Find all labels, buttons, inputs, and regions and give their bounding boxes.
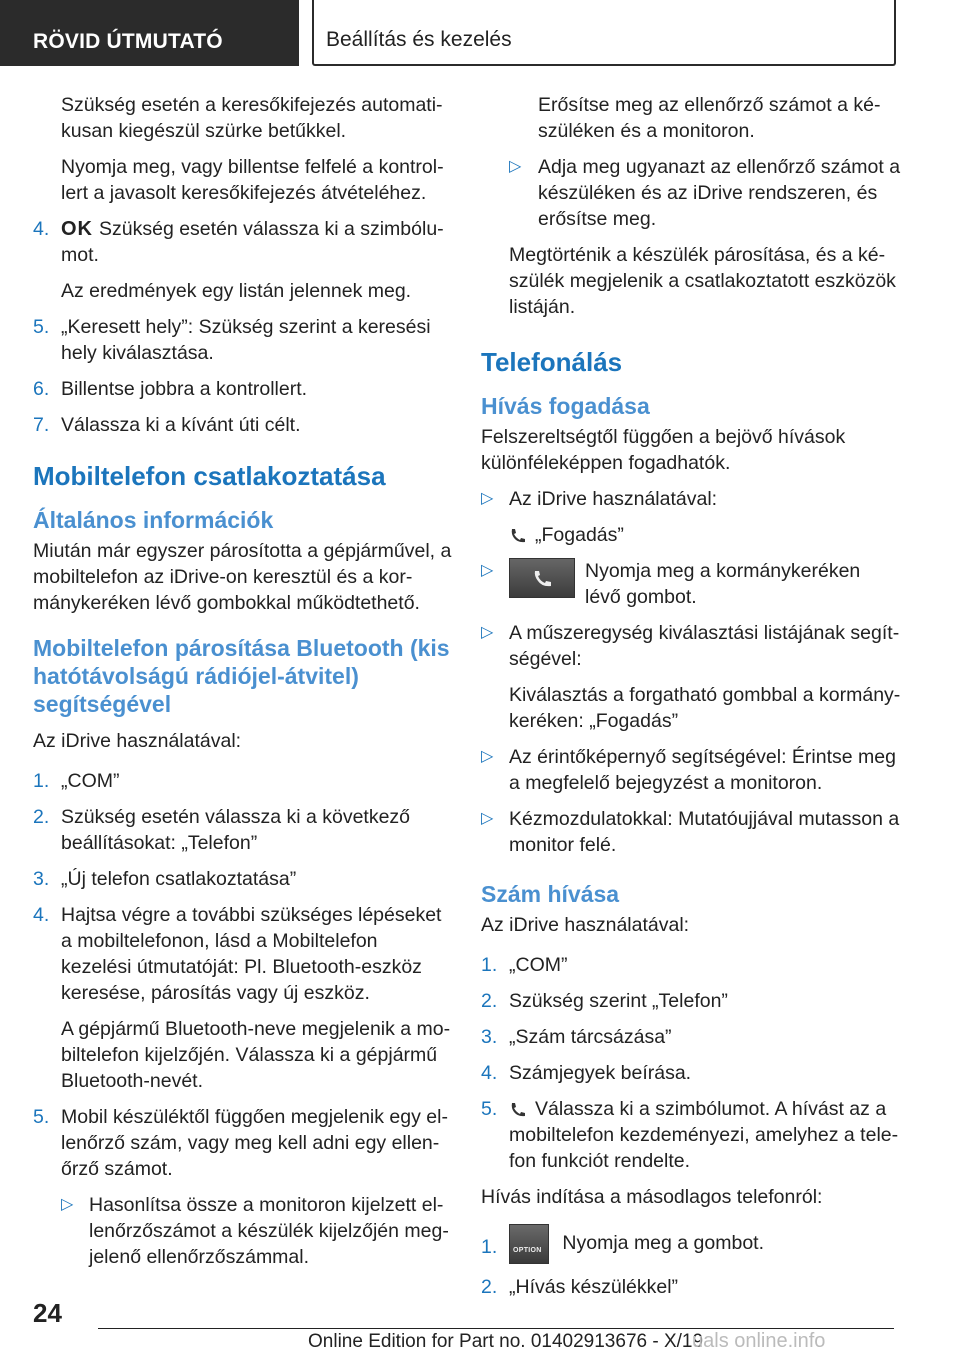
section-tab [0,0,299,66]
step-number: 4. [33,218,50,240]
list-item: 1. OPTION Nyomja meg a gombot. [481,1224,901,1264]
list-item: 2. Szükség esetén válassza ki a következő beállításokat: „Telefon” [33,806,411,854]
page-header [0,0,960,66]
list-item: 6. Billentse jobbra a kontrollert. [33,378,308,400]
list-item: 4. OK Szükség esetén válassza ki a szimbólumot. [33,218,444,266]
list-item: 5. Mobil készüléktől függően megjelenik egy ellenőrző szám, vagy meg kell adni egy ellenőrző számot. [33,1106,448,1180]
bullet-item: ▷ Az érintőképernyő segítségével: Érintse meg a megfelelő bejegyzést a monitoron. [481,746,896,794]
subsection-heading: Hívás fogadása [481,393,650,419]
bullet-item: ▷ A műszeregység kiválasztási listájának segítségével: [481,622,900,670]
page-number: 24 [33,1298,62,1328]
bullet-item: ▷ Kézmozdulatokkal: Mutatóujjával mutasson a monitor felé. [481,808,900,856]
list-item: 4. Hajtsa végre a további szükséges lépéseket a mobiltelefonon, lásd a Mobiltelefon kezelési útmutatóját: Pl. Bluetooth-eszköz keresése, párosítás vagy új eszköz. [33,904,442,1004]
steering-call-button-icon [509,558,575,598]
footer-divider [98,1328,894,1329]
triangle-bullet-icon: ▷ [61,1196,74,1213]
triangle-bullet-icon: ▷ [481,490,494,507]
paragraph: Megtörténik a készülék párosítása, és a készülék megjelenik a csatlakoztatott eszközök listáján. [509,244,896,318]
paragraph: Kiválasztás a forgatható gombbal a kormánykeréken: „Fogadás” [509,684,901,732]
phone-icon [509,527,527,545]
sub-list-item: ▷ Hasonlítsa össze a monitoron kijelzett ellenőrzőszámot a készülék kijelzőjén megjelenő ellenőrzőszámmal. [61,1194,449,1268]
list-item: 3. „Szám tárcsázása” [481,1026,672,1048]
paragraph: Szükség esetén a keresőkifejezés automatikusan kiegészül szürke betűkkel. [61,94,443,142]
section-heading: Mobiltelefon csatlakoztatása [33,461,386,491]
edition-text: Online Edition for Part no. 01402913676 - X/19 [308,1331,704,1352]
list-item: 1. „COM” [481,954,568,976]
paragraph: Hívás indítása a másodlagos telefonról: [481,1186,823,1208]
paragraph: Az iDrive használatával: [481,914,690,936]
subsection-heading: Általános információk [33,507,274,533]
list-item: 3. „Új telefon csatlakoztatása” [33,868,297,890]
list-item: 4. Számjegyek beírása. [481,1062,692,1084]
left-column [33,92,453,1280]
list-item: 5. „Keresett hely”: Szükség szerint a keresési hely kiválasztása. [33,316,431,364]
paragraph: Erősítse meg az ellenőrző számot a készüléken és a monitoron. [538,94,881,142]
bullet-item: ▷ Az iDrive használatával: [481,488,718,510]
subsection-heading: Szám hívása [481,881,620,907]
option-button-icon: OPTION [509,1224,549,1264]
paragraph: A gépjármű Bluetooth-neve megjelenik a mobiltelefon kijelzőjén. Válassza ki a gépjármű Bluetooth-nevét. [61,1018,451,1092]
subsection-heading: Mobiltelefon párosítása Bluetooth (kis hatótávolságú rádiójel-átvitel) segítségével [33,635,450,717]
triangle-bullet-icon: ▷ [481,748,494,765]
paragraph: „Fogadás” [481,522,901,548]
sub-list-item: ▷ Adja meg ugyanazt az ellenőrző számot a készüléken és az iDrive rendszeren, és erősítse meg. [509,156,901,230]
chapter-title: Beállítás és kezelés [326,28,512,51]
paragraph: Az eredmények egy listán jelennek meg. [61,280,412,302]
bullet-item: ▷ Nyomja meg a kormánykeréken lévő gombot. [481,560,861,608]
triangle-bullet-icon: ▷ [481,624,494,641]
triangle-bullet-icon: ▷ [481,810,494,827]
list-item: 2. „Hívás készülékkel” [481,1276,679,1298]
list-item: 1. „COM” [33,770,120,792]
right-column [481,92,901,1310]
section-heading: Telefonálás [481,347,623,377]
list-item: 2. Szükség szerint „Telefon” [481,990,728,1012]
list-item: 5. Válassza ki a szimbólumot. A hívást az a mobiltelefon kezdeményezi, amelyhez a telefon funkciót rendelte. [481,1098,899,1172]
ok-icon: OK [61,218,93,240]
phone-icon [509,1101,527,1119]
paragraph: Nyomja meg, vagy billentse felfelé a kontrollert a javasolt keresőkifejezés átvételéhez. [61,156,444,204]
list-item: 7. Válassza ki a kívánt úti célt. [33,414,301,436]
watermark: uals online.info [692,1330,826,1352]
paragraph: Miután már egyszer párosította a gépjárművel, a mobiltelefon az iDrive-on keresztül és a kormánykeréken lévő gombokkal működtethető. [33,540,452,614]
paragraph: Az iDrive használatával: [33,730,242,752]
section-title: RÖVID ÚTMUTATÓ [33,30,223,53]
paragraph: Felszereltségtől függően a bejövő hívások különféleképpen fogadhatók. [481,426,846,474]
triangle-bullet-icon: ▷ [509,158,522,175]
triangle-bullet-icon: ▷ [481,562,494,579]
chapter-tab [312,0,896,66]
